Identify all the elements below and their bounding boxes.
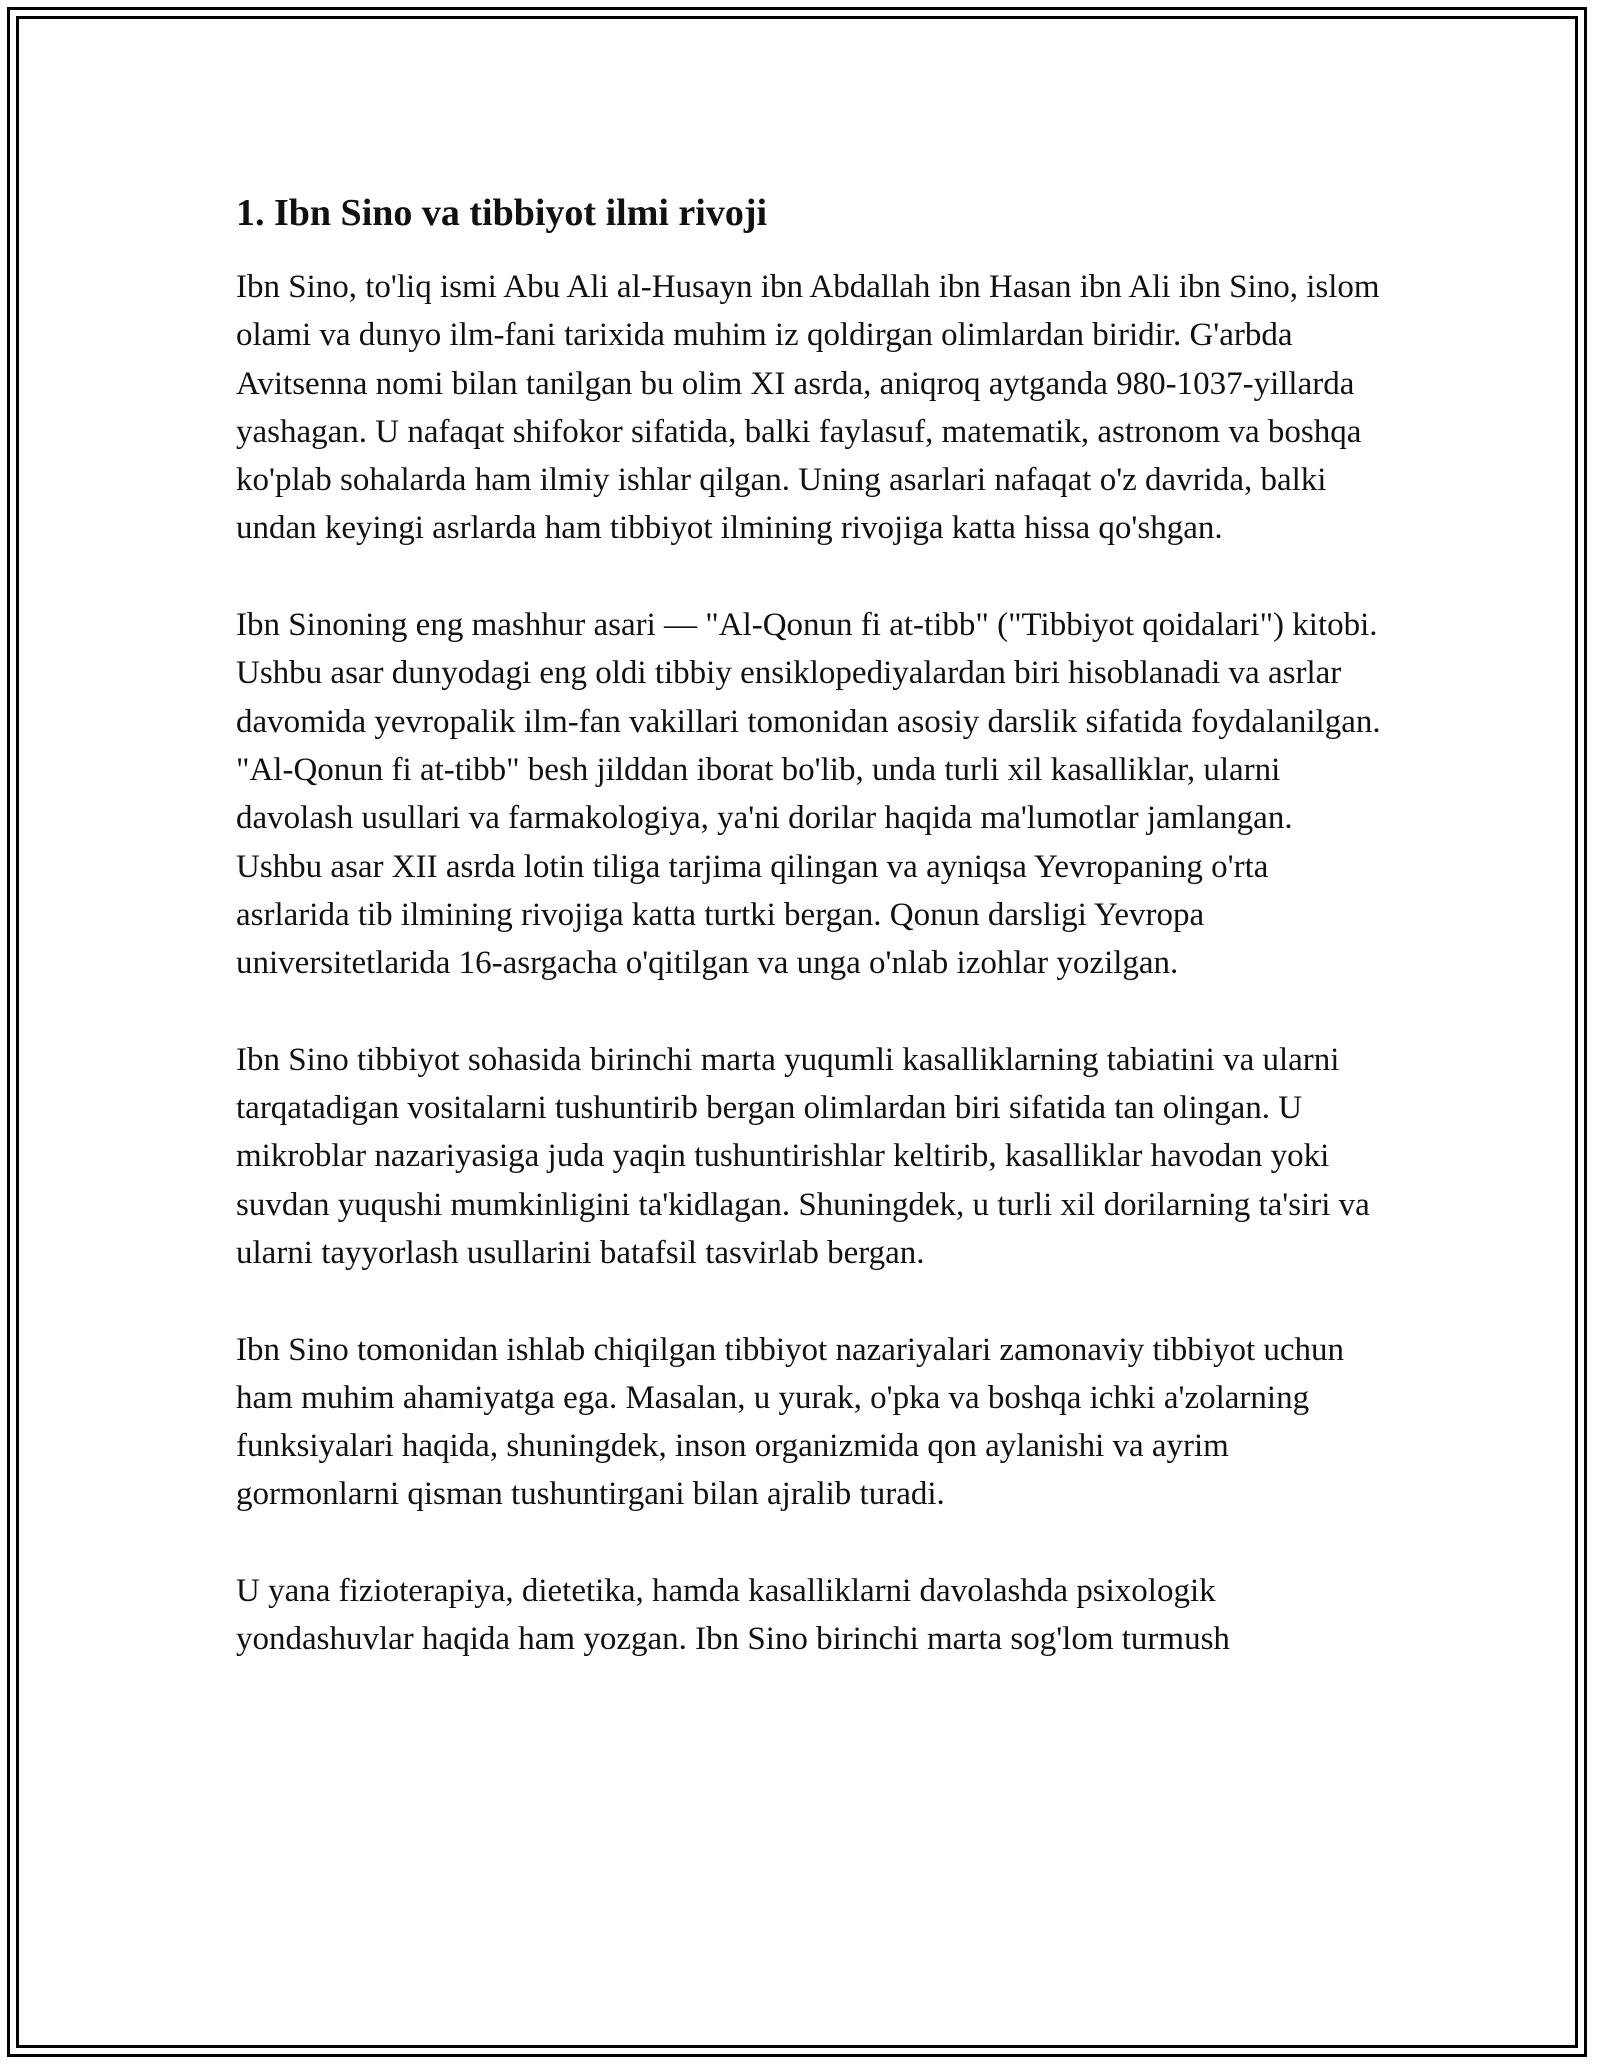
paragraph-physiotherapy: U yana fizioterapiya, dietetika, hamda kasalliklarni davolashda psixologik yondashuvlar haqida ham yozgan. Ibn Sino birinchi marta sog'lom turmush xyxy=(236,1573,1230,1658)
section-heading: 1. Ibn Sino va tibbiyot ilmi rivoji xyxy=(236,192,768,234)
document-body xyxy=(236,185,1386,1664)
paragraph-infectious-diseases: Ibn Sino tibbiyot sohasida birinchi marta yuqumli kasalliklarning tabiatini va ularni tarqatadigan vositalarni tushuntirib bergan olimlardan biri sifatida tan olingan. U mikroblar nazariyasiga juda yaqin tushuntirishlar keltirib, kasalliklar havodan yoki suvdan yuqushi mumkinligini ta'kidlagan. Shuningdek, u turli xil dorilarning ta'siri va ularni tayyorlash usullarini batafsil tasvirlab bergan. xyxy=(236,1041,1370,1271)
paragraph-medical-theories: Ibn Sino tomonidan ishlab chiqilgan tibbiyot nazariyalari zamonaviy tibbiyot uchun ham muhim ahamiyatga ega. Masalan, u yurak, o'pka va boshqa ichki a'zolarning funksiyalari haqida, shuningdek, inson organizmida qon aylanishi va ayrim gormonlarni qisman tushuntirgani bilan ajralib turadi. xyxy=(236,1331,1345,1513)
paragraph-qonun: Ibn Sinoning eng mashhur asari — "Al-Qonun fi at-tibb" ("Tibbiyot qoidalari") kitobi. Ushbu asar dunyodagi eng oldi tibbiy ensiklopediyalardan biri hisoblanadi va asrlar davomida yevropalik ilm-fan vakillari tomonidan asosiy darslik sifatida foydalanilgan. "Al-Qonun fi at-tibb" besh jilddan iborat bo'lib, unda turli xil kasalliklar, ularni davolash usullari va farmakologiya, ya'ni dorilar haqida ma'lumotlar jamlangan. Ushbu asar XII asrda lotin tiliga tarjima qilingan va ayniqsa Yevropaning o'rta asrlarida tib ilmining rivojiga katta turtki bergan. Qonun darsligi Yevropa universitetlarida 16-asrgacha o'qitilgan va unga o'nlab izohlar yozilgan. xyxy=(236,607,1381,982)
paragraph-intro: Ibn Sino, to'liq ismi Abu Ali al-Husayn ibn Abdallah ibn Hasan ibn Ali ibn Sino, islom olami va dunyo ilm-fani tarixida muhim iz qoldirgan olimlardan biridir. G'arbda Avitsenna nomi bilan tanilgan bu olim XI asrda, aniqroq aytganda 980-1037-yillarda yashagan. U nafaqat shifokor sifatida, balki faylasuf, matematik, astronom va boshqa ko'plab sohalarda ham ilmiy ishlar qilgan. Uning asarlari nafaqat o'z davrida, balki undan keyingi asrlarda ham tibbiyot ilmining rivojiga katta hissa qo'shgan. xyxy=(236,269,1380,547)
